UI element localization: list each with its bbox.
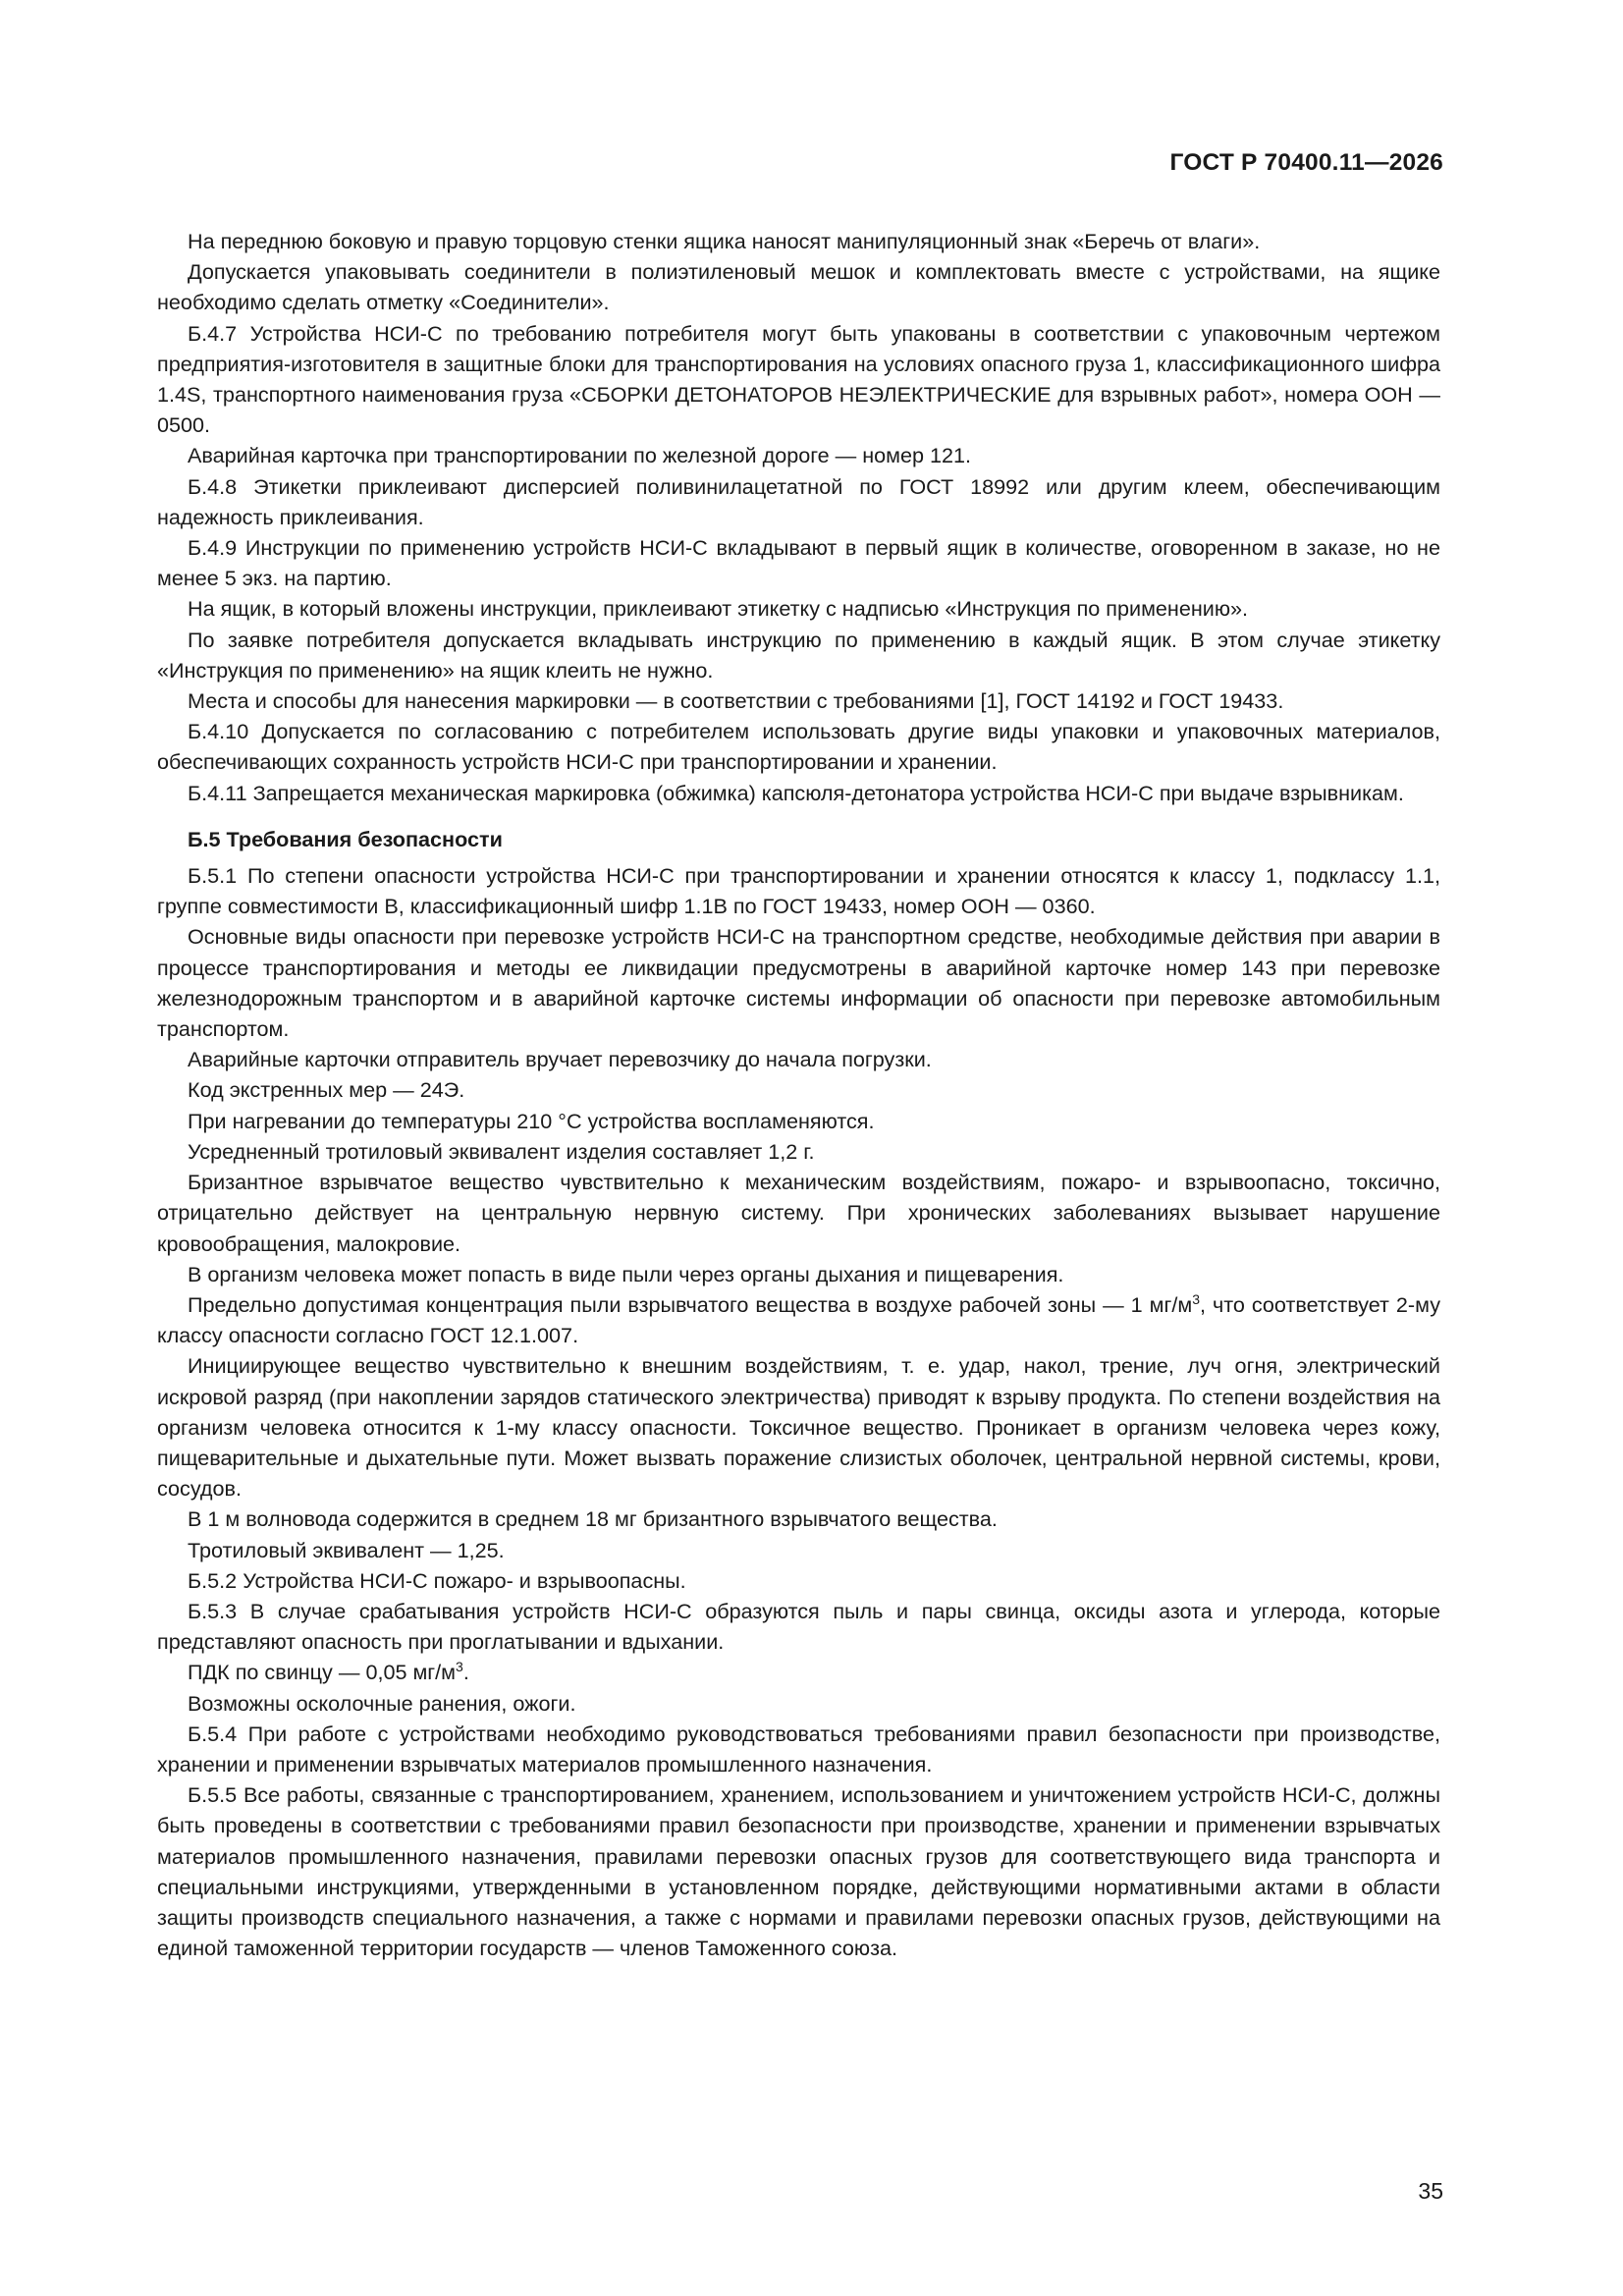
paragraph: Код экстренных мер — 24Э. xyxy=(188,1077,465,1103)
paragraph: Места и способы для нанесения маркировки — в соответствии с требованиями [1], ГОСТ 14192 и ГОСТ 19433. xyxy=(188,688,1284,714)
section-heading: Б.5 Требования безопасности xyxy=(188,826,503,851)
paragraph: Допускается упаковывать соединители в полиэтиленовый мешок и комплектовать вместе с устройствами, на ящике необходимо сделать отметку «Соединители». xyxy=(157,259,1440,315)
pdk-text: ПДК по свинцу — 0,05 мг/м xyxy=(188,1660,457,1685)
paragraph: Инициирующее вещество чувствительно к внешним воздействиям, т. е. удар, накол, трение, луч огня, электрический искровой разряд (при накоплении зарядов статического электричества) приводят к взрыву продукта. По степени воздействия на организм человека относится к 1-му классу опасности. Токсичное вещество. Проникает в организм человека через кожу, пищеварительные и дыхательные пути. Может вызвать поражение слизистых оболочек, центральной нервной системы, крови, сосудов. xyxy=(157,1353,1440,1502)
paragraph: Б.5.2 Устройства НСИ-С пожаро- и взрывоопасны. xyxy=(188,1567,686,1593)
superscript: 3 xyxy=(1192,1290,1201,1307)
superscript: 3 xyxy=(456,1659,463,1675)
paragraph: Б.4.11 Запрещается механическая маркировка (обжимка) капсюля-детонатора устройства НСИ-С при выдаче взрывникам. xyxy=(188,780,1404,805)
paragraph: Б.4.9 Инструкции по применению устройств НСИ-С вкладывают в первый ящик в количестве, оговоренном в заказе, но не менее 5 экз. на партию. xyxy=(157,535,1440,591)
mac-text: Предельно допустимая концентрация пыли взрывчатого вещества в воздухе рабочей зоны — 1 мг/м xyxy=(188,1291,1193,1317)
paragraph: На переднюю боковую и правую торцовую стенки ящика наносят манипуляционный знак «Беречь от влаги». xyxy=(188,229,1261,253)
paragraph: Аварийные карточки отправитель вручает перевозчику до начала погрузки. xyxy=(188,1047,932,1072)
paragraph: На ящик, в который вложены инструкции, приклеивают этикетку с надписью «Инструкция по применению». xyxy=(188,596,1249,622)
paragraph: Б.5.3 В случае срабатывания устройств НСИ-С образуются пыль и пары свинца, оксиды азота и углерода, которые представляют опасность при проглатывании и вдыхании. xyxy=(157,1598,1440,1655)
paragraph: Б.4.7 Устройства НСИ-С по требованию потребителя могут быть упакованы в соответствии с упаковочным чертежом предприятия-изготовителя в защитные блоки для транспортирования на условиях опасного груза 1, классификационного шифра 1.4S, транспортного наименования груза «СБОРКИ ДЕТОНАТОРОВ НЕЭЛЕКТРИЧЕСКИЕ для взрывных работ», номера ООН — 0500. xyxy=(157,320,1440,438)
paragraph: Аварийная карточка при транспортировании по железной дороге — номер 121. xyxy=(188,443,972,468)
paragraph: Бризантное взрывчатое вещество чувствительно к механическим воздействиям, пожаро- и взрывоопасно, токсично, отрицательно действует на центральную нервную систему. При хронических заболеваниях вызывает нарушение кровообращения, малокровие. xyxy=(157,1170,1440,1256)
paragraph: По заявке потребителя допускается вкладывать инструкцию по применению в каждый ящик. В этом случае этикетку «Инструкция по применению» на ящик клеить не нужно. xyxy=(157,627,1440,683)
mac-text-end: , что соответствует 2-му классу опасности согласно ГОСТ 12.1.007. xyxy=(157,1291,1440,1348)
paragraph: В организм человека может попасть в виде пыли через органы дыхания и пищеварения. xyxy=(188,1261,1064,1286)
mac-paragraph xyxy=(157,1289,1440,1350)
paragraph: Возможны осколочные ранения, ожоги. xyxy=(188,1690,576,1716)
pdk-text-end: . xyxy=(462,1660,469,1685)
paragraph: Б.5.1 По степени опасности устройства НСИ-С при транспортировании и хранении относятся к классу 1, подклассу 1.1, группе совместимости B, классификационный шифр 1.1B по ГОСТ 19433, номер ООН — 0360. xyxy=(157,863,1440,919)
pdk-paragraph xyxy=(157,1657,1440,1687)
paragraph: Б.4.8 Этикетки приклеивают дисперсией поливинилацетатной по ГОСТ 18992 или другим клеем, обеспечивающим надежность приклеивания. xyxy=(157,473,1440,529)
paragraph: При нагревании до температуры 210 °С устройства воспламеняются. xyxy=(188,1108,875,1133)
paragraph: В 1 м волновода содержится в среднем 18 мг бризантного взрывчатого вещества. xyxy=(188,1506,998,1532)
paragraph: Усредненный тротиловый эквивалент изделия составляет 1,2 г. xyxy=(188,1138,815,1164)
paragraph: Основные виды опасности при перевозке устройств НСИ-С на транспортном средстве, необходимые действия при аварии в процессе транспортирования и методы ее ликвидации предусмотрены в аварийной карточке номер 143 при перевозке железнодорожным транспортом и в аварийной карточке системы информации об опасности при перевозке автомобильным транспортом. xyxy=(157,924,1440,1042)
page-number: 35 xyxy=(1418,2178,1443,2204)
standard-designation: ГОСТ Р 70400.11—2026 xyxy=(1169,149,1443,176)
body-text xyxy=(157,226,1440,1963)
paragraph: Б.5.4 При работе с устройствами необходимо руководствоваться требованиями правил безопасности при производстве, хранении и применении взрывчатых материалов промышленного назначения. xyxy=(157,1721,1440,1777)
paragraph: Тротиловый эквивалент — 1,25. xyxy=(188,1537,505,1562)
paragraph: Б.5.5 Все работы, связанные с транспортированием, хранением, использованием и уничтожением устройств НСИ-С, должны быть проведены в соответствии с требованиями правил безопасности при производстве, хранении и применении взрывчатых материалов промышленного назначения, правилами перевозки опасных грузов для соответствующего вида транспорта и специальными инструкциями, утвержденными в установленном порядке, действующими нормативными актами в области защиты производств специального назначения, а также с нормами и правилами перевозки опасных грузов, действующими на единой таможенной территории государств — членов Таможенного союза. xyxy=(157,1782,1440,1961)
paragraph: Б.4.10 Допускается по согласованию с потребителем использовать другие виды упаковки и упаковочных материалов, обеспечивающих сохранность устройств НСИ-С при транспортировании и хранении. xyxy=(157,719,1440,775)
